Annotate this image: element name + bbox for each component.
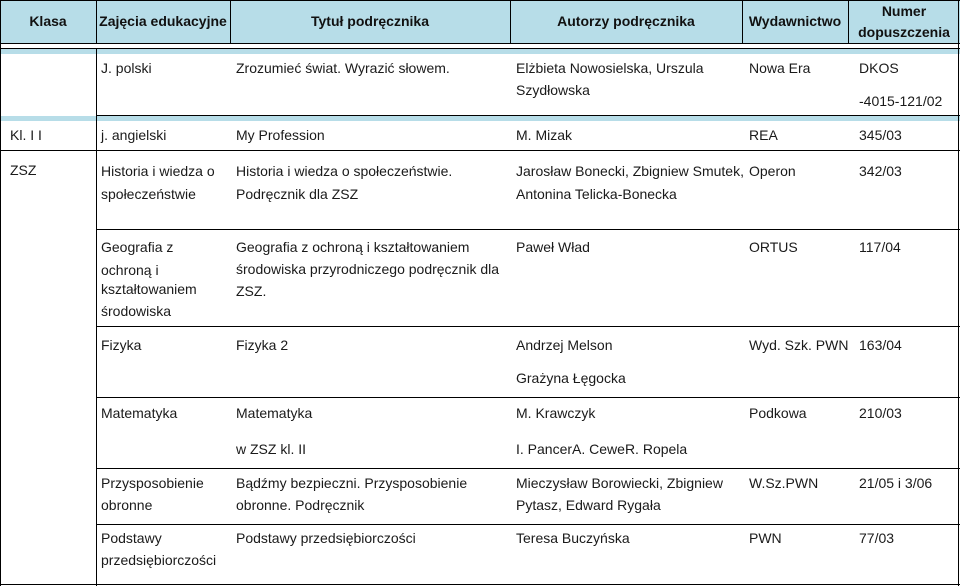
row6-autorzy-line2: I. PancerA. CeweR. Ropela	[516, 441, 688, 457]
row8-wydawnictwo: PWN	[749, 530, 782, 546]
row4-wydawnictwo: ORTUS	[749, 239, 798, 255]
row8-autorzy: Teresa Buczyńska	[516, 530, 630, 546]
row7-wydawnictwo: W.Sz.PWN	[749, 475, 819, 491]
header-divider-3	[510, 0, 511, 43]
row3-autorzy-line1: Jarosław Bonecki, Zbigniew Smutek,	[516, 163, 744, 179]
row7-autorzy-line2: Pytasz, Edward Rygała	[516, 497, 661, 513]
row-separator-band	[0, 116, 960, 121]
row5-tytul: Fizyka 2	[236, 337, 289, 353]
row1-numer-line2: -4015-121/02	[859, 93, 943, 109]
row3-tytul-line2: Podręcznik dla ZSZ	[236, 186, 359, 202]
row-bottom-border	[96, 229, 960, 230]
row1-tytul: Zrozumieć świat. Wyrazić słowem.	[236, 60, 450, 76]
table-header	[0, 0, 960, 43]
row4-zajecia-line1: Geografia z	[101, 239, 174, 255]
klasa-column-divider	[96, 48, 97, 586]
table-right-border	[958, 0, 959, 586]
row3-autorzy-line2: Antonina Telicka-Bonecka	[516, 186, 677, 202]
header-numer-line2: dopuszczenia	[858, 23, 950, 40]
band-top-border	[0, 48, 960, 49]
row2-bottom-border	[0, 150, 960, 151]
row8-zajecia-line1: Podstawy	[101, 530, 162, 546]
row8-numer: 77/03	[859, 530, 895, 546]
row8-tytul: Podstawy przedsiębiorczości	[236, 530, 416, 546]
table-top-border	[0, 0, 960, 1]
row5-wydawnictwo: Wyd. Szk. PWN	[749, 337, 849, 353]
row4-tytul-line3: ZSZ.	[236, 283, 267, 299]
row6-numer: 210/03	[859, 405, 902, 421]
row4-zajecia-line4: środowiska	[101, 303, 172, 319]
row4-zajecia-line3: kształtowaniem	[101, 281, 197, 297]
row3-zajecia-line1: Historia i wiedza o	[101, 163, 215, 179]
row2-tytul: My Profession	[236, 127, 325, 143]
header-divider-2	[230, 0, 231, 43]
header-tytul: Tytuł podręcznika	[311, 13, 429, 29]
row7-zajecia-line1: Przysposobienie	[101, 475, 204, 491]
table-left-border	[0, 0, 1, 586]
row4-numer: 117/04	[859, 239, 901, 255]
header-wydawnictwo: Wydawnictwo	[748, 13, 842, 29]
table-bottom-border	[0, 584, 960, 585]
header-divider-4	[742, 0, 743, 43]
header-separator-band	[0, 49, 960, 54]
row6-tytul-line2: w ZSZ kl. II	[236, 441, 306, 457]
row3-numer: 342/03	[859, 163, 902, 179]
row6-tytul-line1: Matematyka	[236, 405, 313, 421]
header-bottom-border	[0, 43, 960, 44]
row2-autorzy: M. Mizak	[516, 127, 572, 143]
row7-autorzy-line1: Mieczysław Borowiecki, Zbigniew	[516, 475, 723, 491]
row1-zajecia: J. polski	[101, 60, 152, 76]
row7-numer: 21/05 i 3/06	[859, 475, 933, 491]
row6-autorzy-line1: M. Krawczyk	[516, 405, 596, 421]
row5-autorzy-line2: Grażyna Łęgocka	[516, 370, 626, 386]
row4-zajecia-line2: ochroną i	[101, 262, 159, 278]
header-divider-1	[96, 0, 97, 43]
row6-wydawnictwo: Podkowa	[749, 405, 807, 421]
row8-zajecia-line2: przedsiębiorczości	[101, 552, 217, 568]
row5-autorzy-line1: Andrzej Melson	[516, 337, 613, 353]
row4-tytul-line2: środowiska przyrodniczego podręcznik dla	[236, 261, 500, 277]
row2-klasa: Kl. I I	[10, 127, 42, 143]
row-bottom-border	[96, 524, 960, 525]
row2-zajecia: j. angielski	[101, 127, 167, 143]
row2-wydawnictwo: REA	[749, 127, 778, 143]
row2-numer: 345/03	[859, 127, 902, 143]
row1-autorzy-line1: Elżbieta Nowosielska, Urszula	[516, 60, 704, 76]
row-bottom-border	[96, 468, 960, 469]
row7-zajecia-line2: obronne	[101, 497, 153, 513]
row3-wydawnictwo: Operon	[749, 163, 796, 179]
header-numer-line1: Numer	[881, 2, 927, 19]
header-klasa: Klasa	[29, 13, 67, 29]
row3-klasa: ZSZ	[10, 162, 37, 178]
row-bottom-border	[96, 397, 960, 398]
row6-zajecia: Matematyka	[101, 405, 178, 421]
row1-numer-line1: DKOS	[859, 60, 899, 76]
row3-tytul-line1: Historia i wiedza o społeczeństwie.	[236, 163, 453, 179]
header-zajecia: Zajęcia edukacyjne	[99, 13, 227, 29]
row4-autorzy: Paweł Wład	[516, 239, 590, 255]
header-divider-5	[848, 0, 849, 43]
row5-numer: 163/04	[859, 337, 902, 353]
row7-tytul-line1: Bądźmy bezpieczni. Przysposobienie	[236, 475, 468, 491]
row1-wydawnictwo: Nowa Era	[749, 60, 811, 76]
header-numer	[848, 0, 960, 43]
row-bottom-border	[96, 326, 960, 327]
row1-autorzy-line2: Szydłowska	[516, 82, 590, 98]
row3-zajecia-line2: społeczeństwie	[101, 186, 196, 202]
header-autorzy: Autorzy podręcznika	[557, 13, 695, 29]
row7-tytul-line2: obronne. Podręcznik	[236, 497, 365, 513]
row5-zajecia: Fizyka	[101, 337, 142, 353]
row4-tytul-line1: Geografia z ochroną i kształtowaniem	[236, 239, 470, 255]
row1-bottom-border	[96, 115, 960, 116]
